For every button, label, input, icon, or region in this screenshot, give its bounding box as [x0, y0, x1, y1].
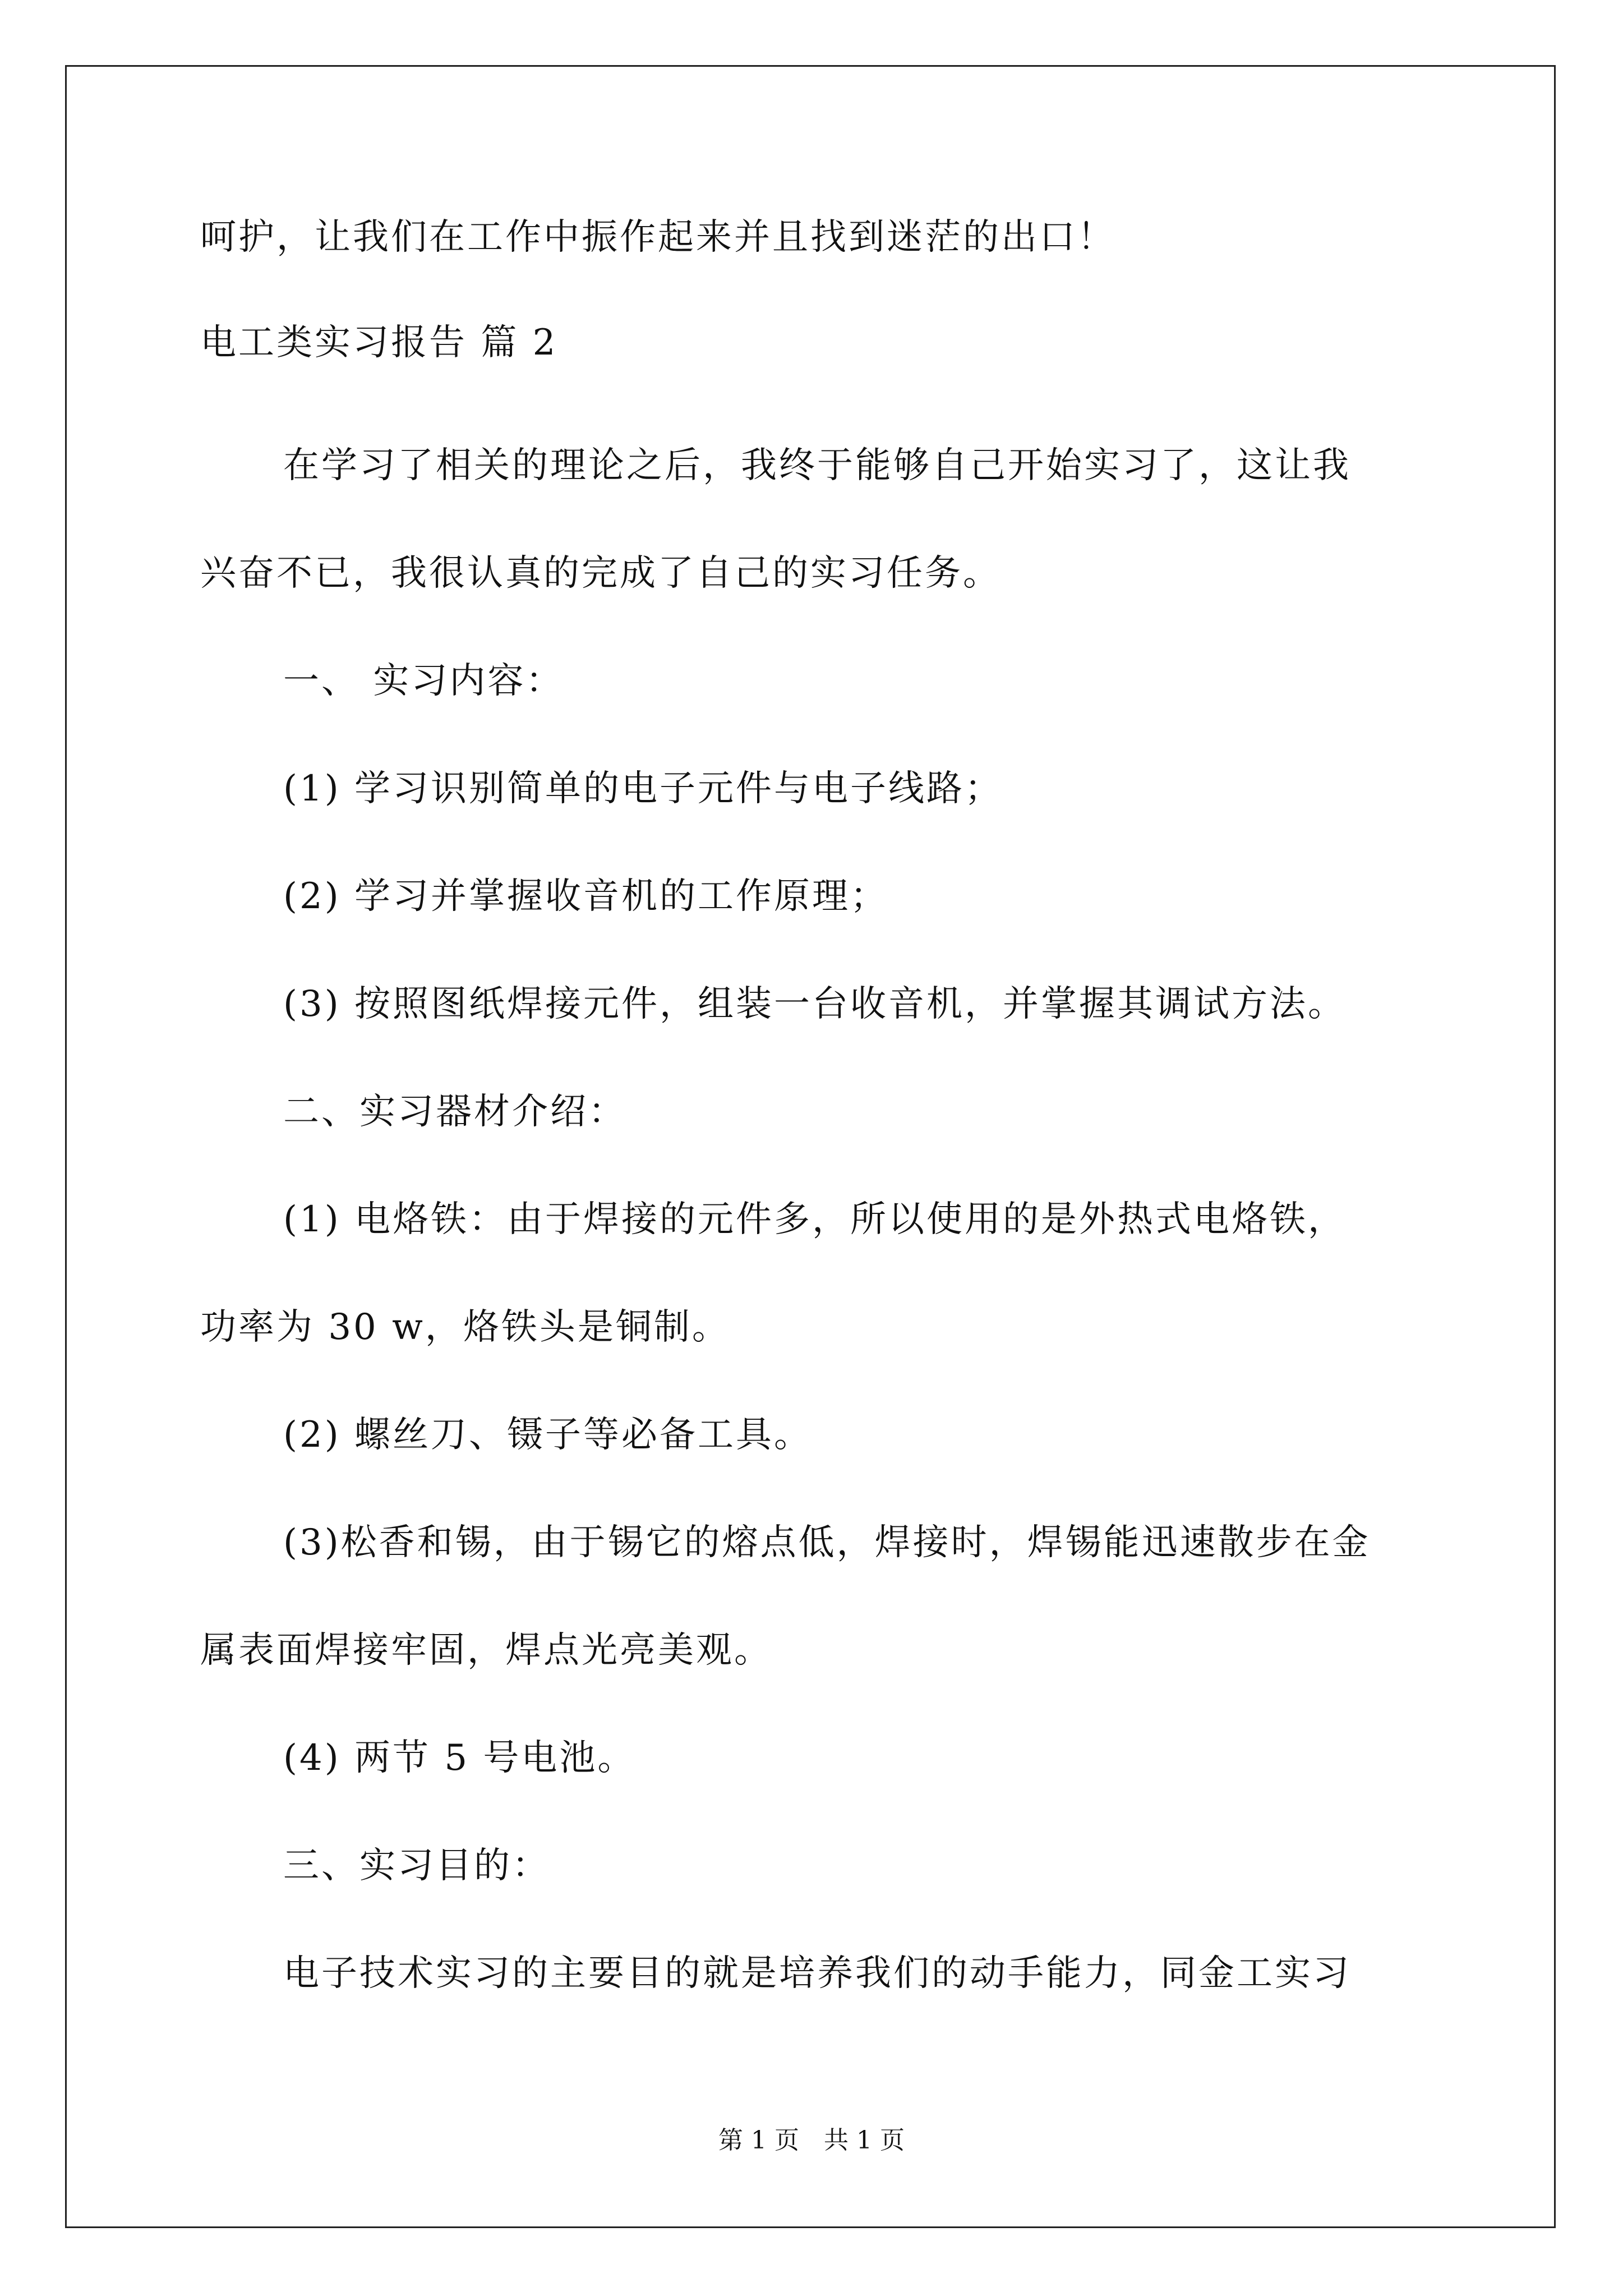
paragraph-line: 电子技术实习的主要目的就是培养我们的动手能力，同金工实习: [283, 1953, 1351, 1994]
page-footer: 第 1 页 共 1 页: [718, 2126, 905, 2155]
list-item: (1) 电烙铁：由于焊接的元件多，所以使用的是外热式电烙铁，: [283, 1199, 1346, 1240]
paragraph-line: 呵护，让我们在工作中振作起来并且找到迷茫的出口！: [200, 217, 1115, 258]
paragraph-line: 兴奋不已，我很认真的完成了自己的实习任务。: [200, 553, 1001, 594]
list-item: (3)松香和锡，由于锡它的熔点低，焊接时，焊锡能迅速散步在金: [283, 1522, 1371, 1563]
list-item: (4) 两节 5 号电池。: [283, 1737, 636, 1779]
list-item: (2) 螺丝刀、镊子等必备工具。: [283, 1414, 812, 1456]
section-title: 电工类实习报告 篇 2: [200, 322, 558, 364]
heading-line: 二、实习器材介绍：: [283, 1091, 626, 1133]
page-border: [65, 65, 1556, 2228]
list-item: (2) 学习并掌握收音机的工作原理；: [283, 876, 888, 917]
list-item: (1) 学习识别简单的电子元件与电子线路；: [283, 768, 1003, 809]
heading-line: 三、实习目的：: [283, 1845, 550, 1887]
paragraph-line: 功率为 30 w，烙铁头是铜制。: [200, 1306, 730, 1348]
paragraph-line: 属表面焊接牢固，焊点光亮美观。: [200, 1630, 772, 1671]
paragraph-line: 在学习了相关的理论之后，我终于能够自己开始实习了，这让我: [283, 445, 1351, 486]
list-item: (3) 按照图纸焊接元件，组装一台收音机，并掌握其调试方法。: [283, 983, 1346, 1025]
heading-line: 一、 实习内容：: [283, 660, 564, 702]
